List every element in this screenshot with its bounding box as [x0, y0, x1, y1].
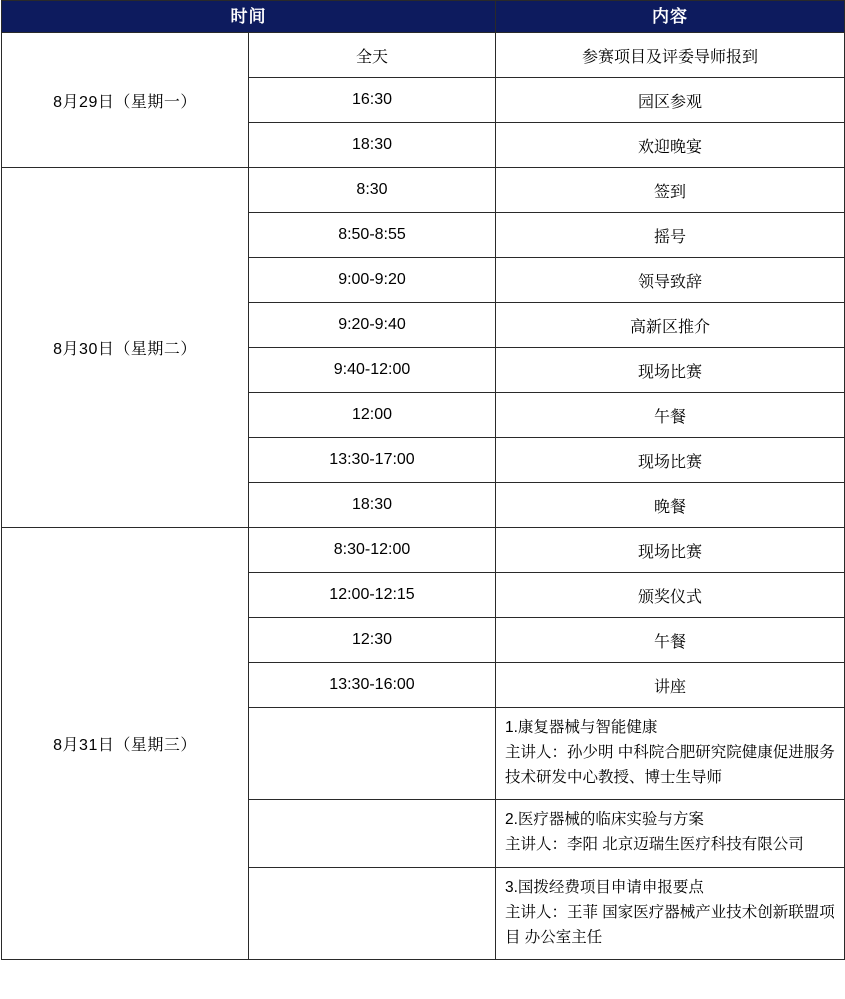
table-head: [2, 1, 845, 33]
time-cell: 全天: [249, 33, 496, 78]
time-cell: 9:20-9:40: [249, 303, 496, 348]
content-cell: 讲座: [496, 663, 845, 708]
content-line: 1.康复器械与智能健康: [505, 719, 658, 736]
content-line: 主讲人：李阳 北京迈瑞生医疗科技有限公司: [505, 836, 804, 854]
content-cell: 摇号: [496, 213, 845, 258]
content-cell: 参赛项目及评委导师报到: [496, 33, 845, 78]
table-header-row: [2, 1, 845, 33]
time-cell: 18:30: [249, 123, 496, 168]
time-cell: 9:40-12:00: [249, 348, 496, 393]
schedule-table: [1, 0, 845, 960]
time-cell: 18:30: [249, 483, 496, 528]
time-cell: 8:50-8:55: [249, 213, 496, 258]
content-cell: 领导致辞: [496, 258, 845, 303]
content-cell: 高新区推介: [496, 303, 845, 348]
time-cell: [249, 708, 496, 800]
content-line: 主讲人：王菲 国家医疗器械产业技术创新联盟项目 办公室主任: [505, 903, 835, 946]
content-cell: [496, 708, 845, 800]
table-row: [2, 168, 845, 213]
time-cell: 12:30: [249, 618, 496, 663]
time-cell: 8:30: [249, 168, 496, 213]
time-cell: 9:00-9:20: [249, 258, 496, 303]
content-cell: 现场比赛: [496, 348, 845, 393]
column-header-content: 内容: [496, 1, 845, 33]
content-cell: 午餐: [496, 618, 845, 663]
time-cell: [249, 800, 496, 867]
day-label-cell: 8月30日（星期二）: [2, 168, 249, 528]
time-cell: [249, 867, 496, 959]
content-cell: 晚餐: [496, 483, 845, 528]
content-cell: 现场比赛: [496, 438, 845, 483]
time-cell: 16:30: [249, 78, 496, 123]
time-cell: 13:30-16:00: [249, 663, 496, 708]
content-cell: 园区参观: [496, 78, 845, 123]
column-header-time: 时间: [2, 1, 496, 33]
table-row: [2, 528, 845, 573]
day-label-cell: 8月31日（星期三）: [2, 528, 249, 960]
content-line: 主讲人：孙少明 中科院合肥研究院健康促进服务技术研发中心教授、博士生导师: [505, 744, 835, 787]
time-cell: 12:00-12:15: [249, 573, 496, 618]
content-cell: 颁奖仪式: [496, 573, 845, 618]
time-cell: 8:30-12:00: [249, 528, 496, 573]
content-cell: [496, 800, 845, 867]
content-line: 2.医疗器械的临床实验与方案: [505, 811, 704, 829]
day-label-cell: 8月29日（星期一）: [2, 33, 249, 168]
table-row: [2, 33, 845, 78]
content-cell: 午餐: [496, 393, 845, 438]
content-cell: 现场比赛: [496, 528, 845, 573]
time-cell: 13:30-17:00: [249, 438, 496, 483]
time-cell: 12:00: [249, 393, 496, 438]
content-cell: 签到: [496, 168, 845, 213]
content-cell: 欢迎晚宴: [496, 123, 845, 168]
table-body: [2, 33, 845, 960]
content-line: 3.国拨经费项目申请申报要点: [505, 878, 704, 896]
content-cell: [496, 867, 845, 959]
